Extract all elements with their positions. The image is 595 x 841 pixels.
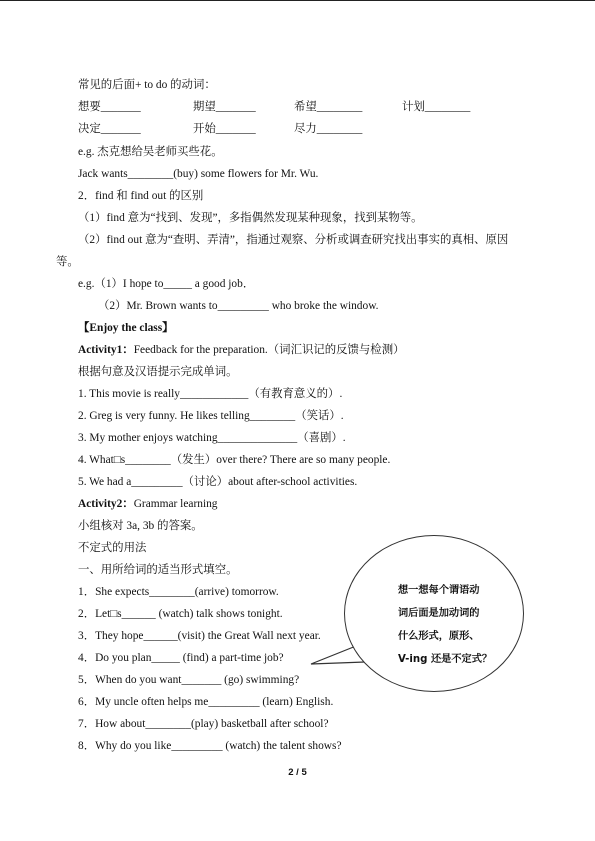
infinitive-title: 不定式的用法 (78, 542, 147, 554)
section1-title: 一、用所给词的适当形式填空。 (78, 564, 238, 576)
activity2-line (78, 496, 218, 512)
find-example-1: e.g.（1）I hope to_____ a good job． (78, 278, 255, 290)
list-item: 3. My mother enjoys watching______________（喜剧）. (78, 432, 346, 444)
verb-blank: 想要_______ (78, 101, 141, 113)
activity2-text: Grammar learning (133, 498, 218, 510)
list-item: 5. We had a_________（讨论）about after-school activities. (78, 476, 358, 488)
find-meaning-1: （1）find 意为“找到、发现”，多指偶然发现某种现象，找到某物等。 (78, 212, 423, 224)
verb-blank: 希望________ (294, 101, 363, 113)
verb-blank: 尽力________ (294, 123, 363, 135)
find-title: 2．find 和 find out 的区别 (78, 190, 204, 202)
list-item: 5．When do you want_______ (go) swimming? (78, 674, 300, 686)
header-note: 常见的后面+ to do 的动词： (78, 79, 216, 91)
find-example-2: （2）Mr. Brown wants to_________ who broke the window. (98, 300, 379, 312)
activity1-text: Feedback for the preparation.（词汇识记的反馈与检测） (133, 344, 405, 356)
activity1-label: Activity1： (78, 344, 134, 356)
activity2-label: Activity2： (78, 498, 134, 510)
activity1-line (78, 342, 404, 358)
bubble-text: 什么形式，原形、 (398, 631, 480, 642)
activity1-instruction: 根据句意及汉语提示完成单词。 (78, 366, 238, 378)
page-number: 2 / 5 (288, 767, 307, 778)
find-meaning-2: （2）find out 意为“查明、弄清”，指通过观察、分析或调查研究找出事实的真相、原因 (78, 234, 509, 246)
list-item: 6．My uncle often helps me_________ (learn) English. (78, 696, 334, 708)
activity2-instruction: 小组核对 3a, 3b 的答案。 (78, 520, 203, 532)
list-item: 4. What□s________（发生）over there? There are so many people. (78, 454, 391, 466)
verb-blank: 计划________ (402, 101, 471, 113)
find-meaning-2-cont: 等。 (56, 256, 79, 268)
example-cn: e.g. 杰克想给吴老师买些花。 (78, 146, 223, 158)
list-item: 7．How about________(play) basketball after school? (78, 718, 329, 730)
verb-blank: 期望_______ (193, 101, 256, 113)
bubble-text: V-ing 还是不定式？ (398, 654, 493, 665)
verb-blank: 开始_______ (193, 123, 256, 135)
top-rule (0, 0, 595, 1)
example-en: Jack wants________(buy) some flowers for Mr. Wu. (78, 168, 319, 180)
list-item: 1. This movie is really____________（有教育意义的）. (78, 388, 343, 400)
list-item: 1．She expects________(arrive) tomorrow. (78, 586, 279, 598)
list-item: 8．Why do you like_________ (watch) the talent shows? (78, 740, 342, 752)
bubble-text: 词后面是加动词的 (398, 608, 480, 619)
list-item: 3．They hope______(visit) the Great Wall next year. (78, 630, 321, 642)
bubble-text: 想一想每个谓语动 (398, 585, 480, 596)
list-item: 4．Do you plan_____ (find) a part-time job? (78, 652, 284, 664)
enjoy-heading: 【Enjoy the class】 (78, 322, 174, 334)
verb-blank: 决定_______ (78, 123, 141, 135)
list-item: 2. Greg is very funny. He likes telling________（笑话）. (78, 410, 344, 422)
list-item: 2．Let□s______ (watch) talk shows tonight. (78, 608, 283, 620)
